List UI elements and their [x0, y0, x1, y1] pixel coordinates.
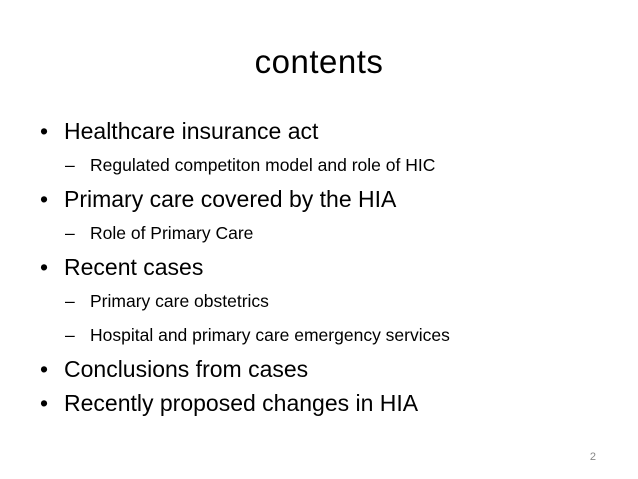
bullet-icon: • — [40, 390, 49, 416]
list-item-text: Healthcare insurance act — [64, 118, 319, 144]
dash-icon: – — [65, 291, 75, 311]
bullet-icon: • — [40, 356, 49, 382]
bullet-icon: • — [40, 118, 49, 144]
list-item-text: Recent cases — [64, 254, 204, 280]
contents-list — [38, 114, 618, 420]
slide-title: contents — [254, 43, 384, 80]
list-item — [38, 182, 618, 216]
sub-list-item — [38, 284, 618, 318]
list-item — [38, 386, 618, 420]
sub-list-item-text: Regulated competiton model and role of HIC — [90, 155, 436, 175]
list-item — [38, 352, 618, 386]
page-number: 2 — [589, 451, 596, 463]
sub-list-item-text: Role of Primary Care — [90, 223, 254, 243]
sub-list-item — [38, 148, 618, 182]
list-item-text: Primary care covered by the HIA — [64, 186, 397, 212]
sub-list-item-text: Primary care obstetrics — [90, 291, 269, 311]
list-item — [38, 250, 618, 284]
list-item-text: Recently proposed changes in HIA — [64, 390, 419, 416]
list-item-text: Conclusions from cases — [64, 356, 309, 382]
dash-icon: – — [65, 325, 75, 345]
dash-icon: – — [65, 155, 75, 175]
sub-list-item — [38, 216, 618, 250]
bullet-icon: • — [40, 186, 49, 212]
bullet-icon: • — [40, 254, 49, 280]
list-item — [38, 114, 618, 148]
sub-list-item — [38, 318, 618, 352]
sub-list-item-text: Hospital and primary care emergency services — [90, 325, 450, 345]
dash-icon: – — [65, 223, 75, 243]
